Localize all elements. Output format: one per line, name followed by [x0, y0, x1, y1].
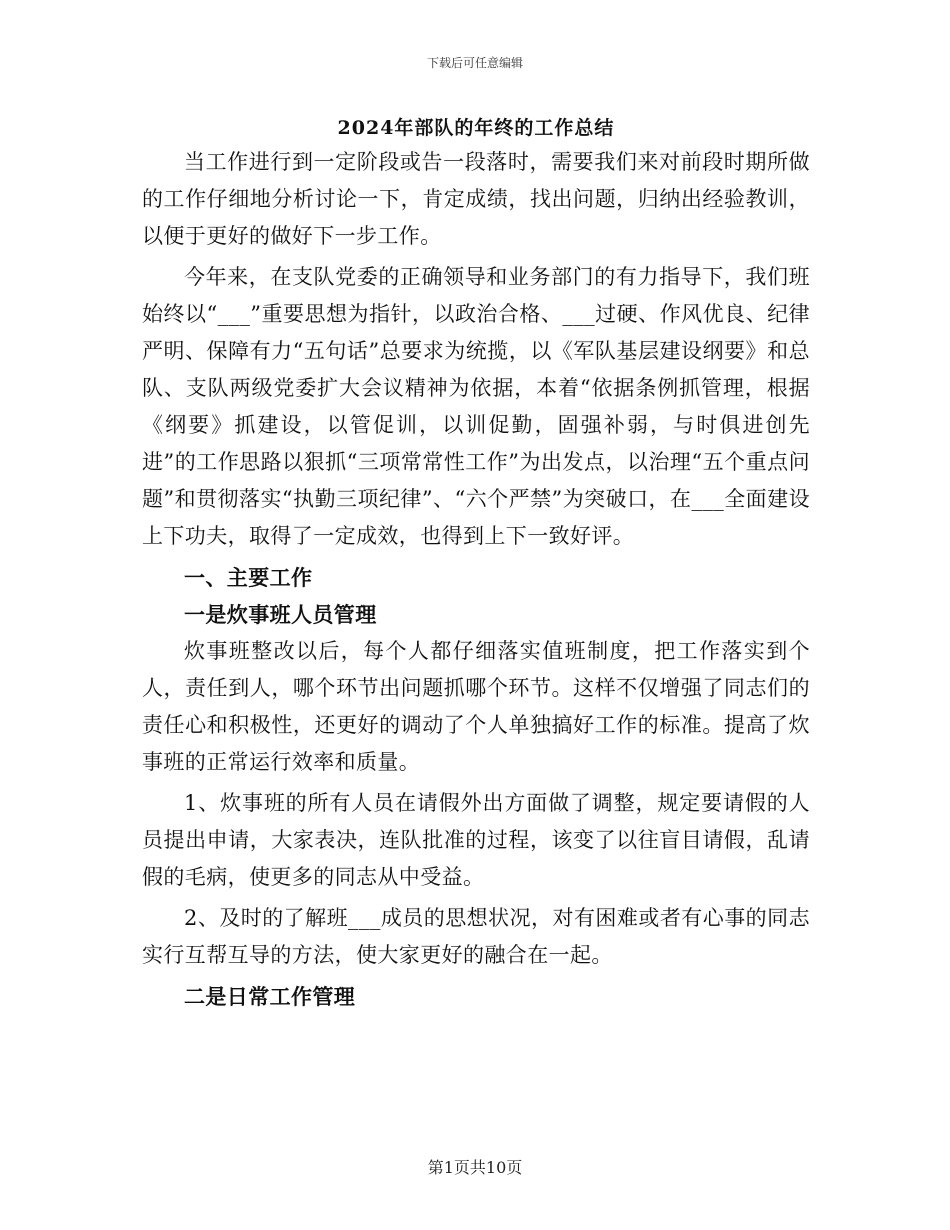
header-note: 下载后可任意编辑 — [426, 56, 523, 70]
section-heading-main-work: 一、主要工作 — [184, 565, 313, 590]
paragraph-personnel-intro: 炊事班整改以后，每个人都仔细落实值班制度，把工作落实到个人，责任到人，哪个环节出问题抓哪个环节。这样不仅增强了同志们的责任心和积极性，还更好的调动了个人单独搞好工作的标准。提高了炊事班的正常运行效率和质量。 — [142, 639, 810, 774]
paragraph-intro: 当工作进行到一定阶段或告一段落时，需要我们来对前段时期所做的工作仔细地分析讨论一下，肯定成绩，找出问题，归纳出经验教训，以便于更好的做好下一步工作。 — [142, 150, 810, 248]
page-number: 第1页共10页 — [427, 1158, 523, 1177]
subsection-heading-personnel: 一是炊事班人员管理 — [184, 602, 377, 627]
document-title: 2024年部队的年终的工作总结 — [337, 117, 615, 139]
paragraph-item-2: 2、及时的了解班___成员的思想状况，对有困难或者有心事的同志实行互帮互导的方法，使大家更好的融合在一起。 — [142, 906, 810, 967]
paragraph-overview: 今年来，在支队党委的正确领导和业务部门的有力指导下，我们班始终以“___”重要思想为指针，以政治合格、___过硬、作风优良、纪律严明、保障有力“五句话”总要求为统揽，以《军队基层建设纲要》和总队、支队两级党委扩大会议精神为依据，本着“依据条例抓管理，根据《纲要》抓建设，以管促训，以训促勤，固强补弱，与时俱进创先进”的工作思路以狠抓“三项常常性工作”为出发点，以治理“五个重点问题”和贯彻落实“执勤三项纪律”、“六个严禁”为突破口，在___全面建设上下功夫，取得了一定成效，也得到上下一致好评。 — [142, 265, 810, 548]
subsection-heading-daily-work: 二是日常工作管理 — [184, 984, 356, 1009]
paragraph-item-1: 1、炊事班的所有人员在请假外出方面做了调整，规定要请假的人员提出申请，大家表决，连队批准的过程，该变了以往盲目请假，乱请假的毛病，使更多的同志从中受益。 — [142, 791, 810, 889]
document-body — [142, 112, 810, 1015]
